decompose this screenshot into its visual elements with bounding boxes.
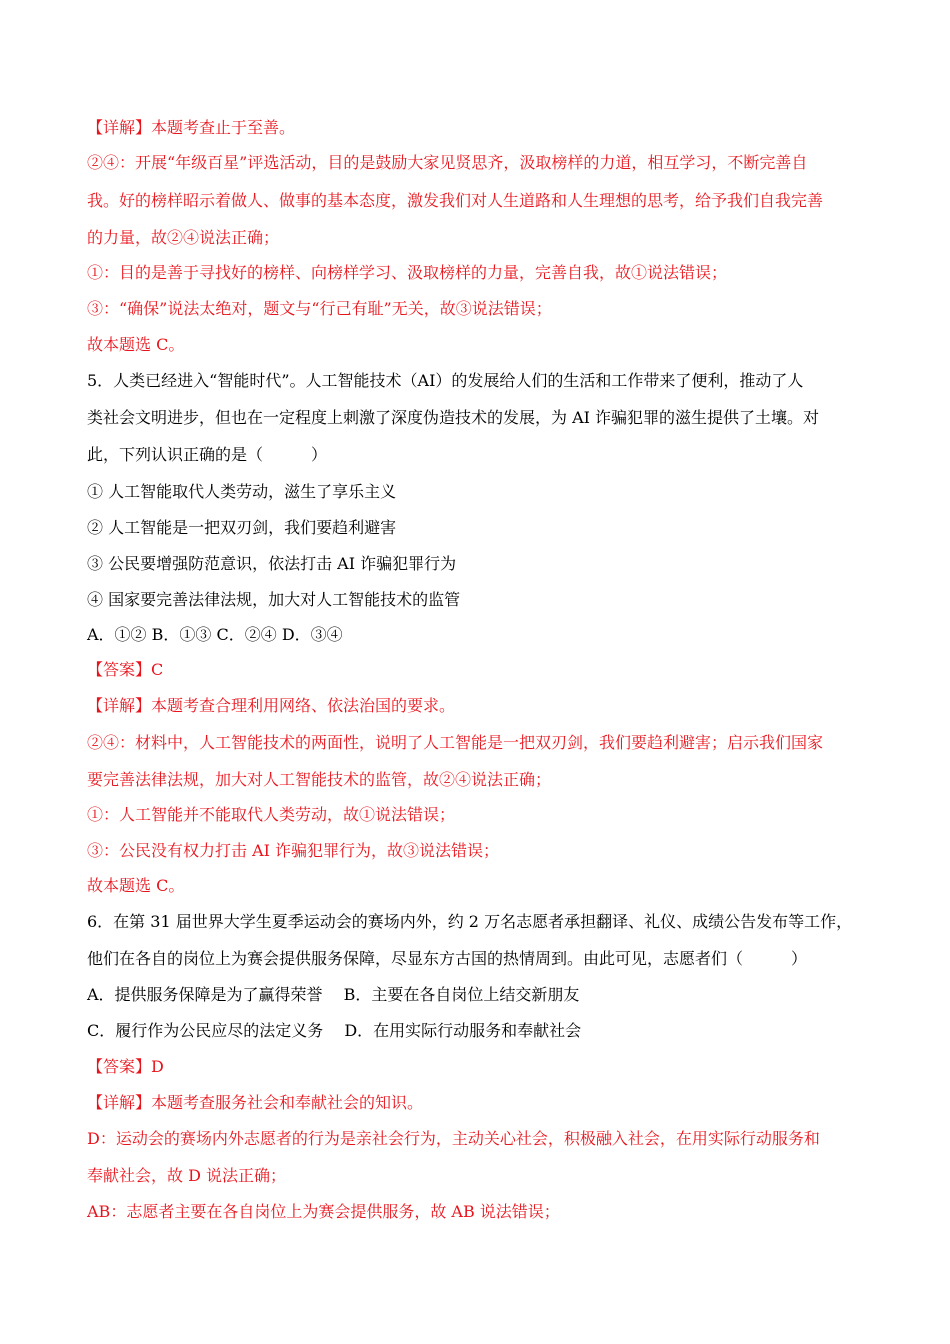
q6-answer: 【答案】D (87, 1057, 164, 1076)
q6-options: A．提供服务保障是为了赢得荣誉 B．主要在各自岗位上结交新朋友 (87, 985, 580, 1004)
q6-analysis-line: 奉献社会，故 D 说法正确； (87, 1166, 287, 1185)
q4-analysis-line: ③：“确保”说法太绝对，题文与“行己有耻”无关，故③说法错误； (87, 299, 552, 318)
q4-analysis-line: ①：目的是善于寻找好的榜样、向榜样学习、汲取榜样的力量，完善自我，故①说法错误； (87, 263, 728, 282)
q4-conclusion: 故本题选 C。 (87, 335, 185, 354)
q5-analysis-line: 要完善法律法规，加大对人工智能技术的监管，故②④说法正确； (87, 770, 552, 789)
q5-analysis-line: ①：人工智能并不能取代人类劳动，故①说法错误； (87, 805, 456, 824)
q6-stem: 6．在第 31 届世界大学生夏季运动会的赛场内外，约 2 万名志愿者承担翻译、礼仪、成绩公告发布等工作， (87, 912, 853, 931)
q6-options: C．履行作为公民应尽的法定义务 D．在用实际行动服务和奉献社会 (87, 1021, 582, 1040)
q5-statement: ③ 公民要增强防范意识，依法打击 AI 诈骗犯罪行为 (87, 554, 457, 573)
q5-analysis-line: ③：公民没有权力打击 AI 诈骗犯罪行为，故③说法错误； (87, 841, 500, 860)
q5-detail: 【详解】本题考查合理利用网络、依法治国的要求。 (87, 696, 456, 715)
q4-detail: 【详解】本题考查止于至善。 (87, 118, 296, 137)
q5-statement: ② 人工智能是一把双刃剑，我们要趋利避害 (87, 518, 397, 537)
q5-conclusion: 故本题选 C。 (87, 876, 185, 895)
q5-stem: 此，下列认识正确的是（ ） (87, 445, 328, 464)
q5-options: A．①② B．①③ C．②④ D．③④ (87, 625, 343, 644)
q4-analysis-line: 的力量，故②④说法正确； (87, 228, 280, 247)
q5-analysis-line: ②④：材料中，人工智能技术的两面性，说明了人工智能是一把双刃剑，我们要趋利避害；启示我们国家 (87, 733, 824, 752)
q6-analysis-line: AB：志愿者主要在各自岗位上为赛会提供服务，故 AB 说法错误； (87, 1202, 560, 1221)
q5-stem: 类社会文明进步，但也在一定程度上刺激了深度伪造技术的发展，为 AI 诈骗犯罪的滋生提供了土壤。对 (87, 408, 820, 427)
q6-stem: 他们在各自的岗位上为赛会提供服务保障，尽显东方古国的热情周到。由此可见，志愿者们（ ） (87, 949, 808, 968)
q5-stem: 5．人类已经进入“智能时代”。人工智能技术（AI）的发展给人们的生活和工作带来了便利，推动了人 (87, 371, 804, 390)
q4-analysis-line: ②④：开展“年级百星”评选活动，目的是鼓励大家见贤思齐，汲取榜样的力道，相互学习，不断完善自 (87, 153, 808, 172)
q5-answer: 【答案】C (87, 660, 164, 679)
q6-analysis-line: D：运动会的赛场内外志愿者的行为是亲社会行为，主动关心社会，积极融入社会，在用实际行动服务和 (87, 1129, 820, 1148)
q4-analysis-line: 我。好的榜样昭示着做人、做事的基本态度，激发我们对人生道路和人生理想的思考，给予我们自我完善 (87, 191, 824, 210)
q6-detail: 【详解】本题考查服务社会和奉献社会的知识。 (87, 1093, 424, 1112)
q5-statement: ① 人工智能取代人类劳动，滋生了享乐主义 (87, 482, 397, 501)
q5-statement: ④ 国家要完善法律法规，加大对人工智能技术的监管 (87, 590, 461, 609)
